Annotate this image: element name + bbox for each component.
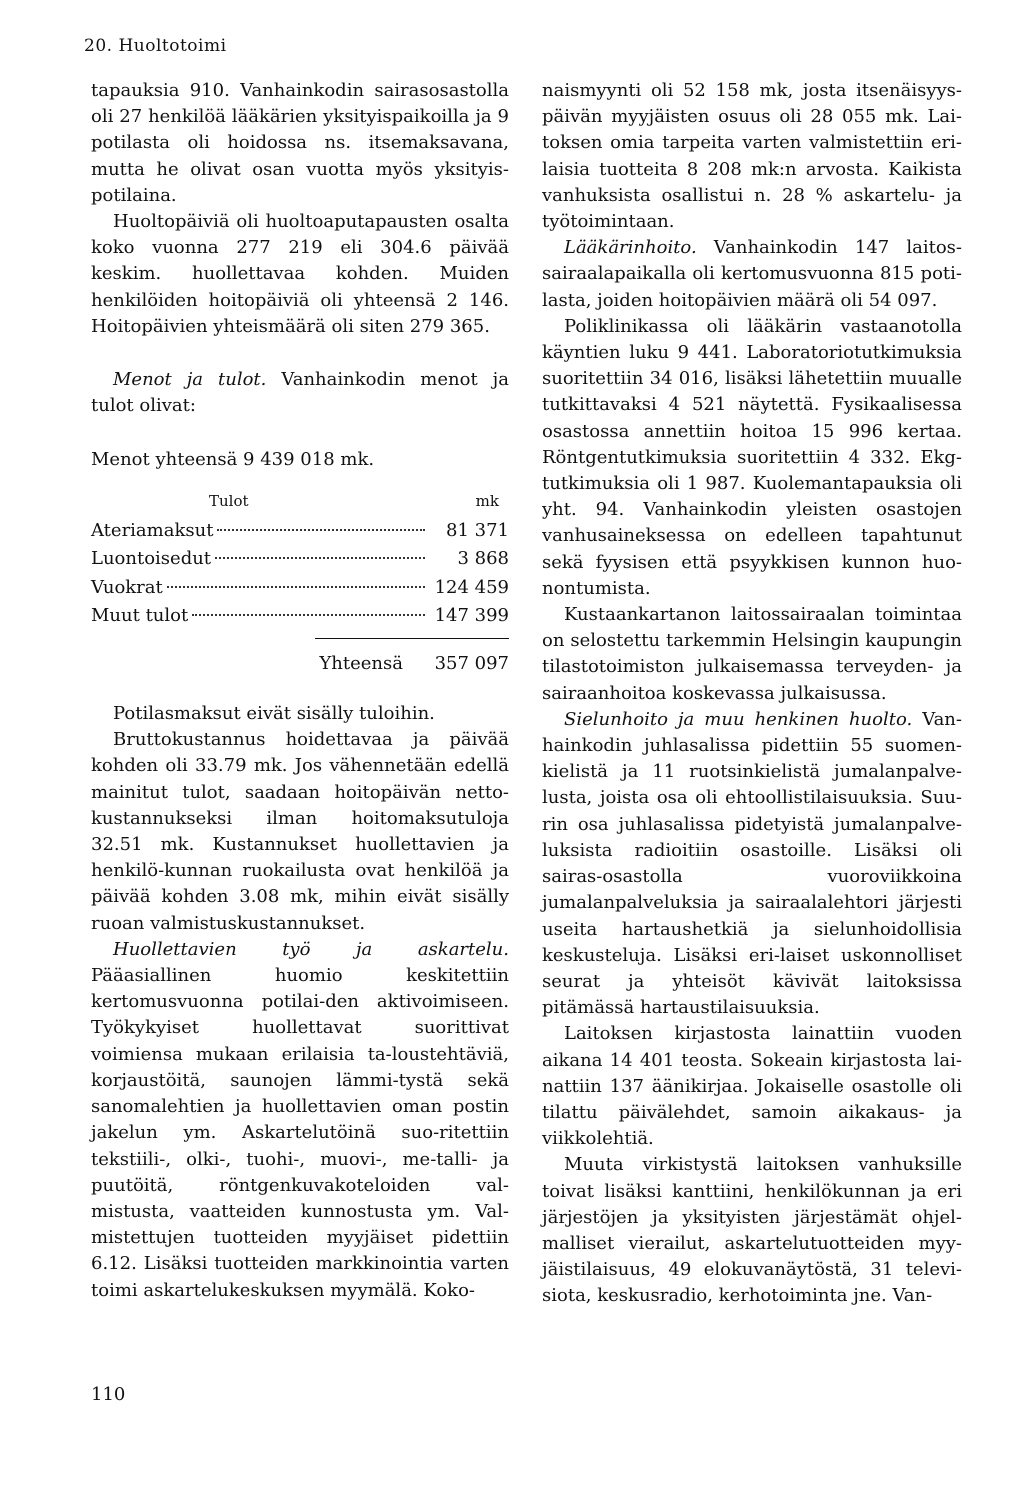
paragraph-text: Vanhainkodin 147 laitos-sairaalapaikalla oli kertomusvuonna 815 poti-lasta, joiden hoitopäivien määrä oli 54 097. bbox=[542, 237, 962, 311]
dot-leader bbox=[167, 586, 425, 588]
expenses-total: Menot yhteensä 9 439 018 mk. bbox=[91, 449, 375, 471]
paragraph: Muuta virkistystä laitoksen vanhuksille toivat lisäksi kanttiini, henkilökunnan ja eri järjestöjen ja yksityisten järjestämät ohjel-malliset vierailut, askartelutuotteiden myy-jäistilaisuus, 49 elokuvanäytöstä, 31 televi-siota, keskusradio, kerhotoiminta jne. Van- bbox=[542, 1154, 962, 1307]
running-head: 20. Huoltotoimi bbox=[84, 36, 227, 56]
paragraph: Bruttokustannus hoidettavaa ja päivää kohden oli 33.79 mk. Jos vähennetään edellä mainitut tulot, saadaan hoitopäivän netto-kustannukseksi ilman hoitomaksutuloja 32.51 mk. Kustannukset huollettavien ja henkilö-kunnan ruokailusta ovat henkilöä ja päivää kohden 3.08 mk, mihin eivät sisälly ruoan valmistuskustannukset. bbox=[91, 729, 509, 934]
section-heading: Lääkärinhoito. bbox=[564, 237, 697, 259]
income-label: Vuokrat bbox=[91, 576, 163, 598]
income-label: Ateriamaksut bbox=[91, 519, 214, 541]
paragraph-text: Vanhainkodin menot ja tulot olivat: bbox=[91, 369, 509, 417]
table-row bbox=[91, 575, 509, 604]
right-column bbox=[542, 78, 962, 1310]
paragraph bbox=[91, 367, 509, 419]
paragraph bbox=[91, 937, 509, 1304]
paragraph: tapauksia 910. Vanhainkodin sairasosastolla oli 27 henkilöä lääkärien yksityispaikoilla ja 9 potilasta oli hoidossa ns. itsemaksavana, mutta he olivat osan vuotta myös yksityis-potilaina. bbox=[91, 80, 509, 206]
income-label: Luontoisedut bbox=[91, 548, 212, 570]
paragraph: Potilasmaksut eivät sisälly tuloihin. bbox=[113, 703, 435, 725]
dot-leader bbox=[215, 557, 425, 559]
table-row bbox=[91, 518, 509, 547]
left-column bbox=[91, 78, 509, 1304]
income-label: Muut tulot bbox=[91, 605, 189, 627]
paragraph: Kustaankartanon laitossairaalan toimintaa on selostettu tarkemmin Helsingin kaupungin tilastotoimiston julkaisemassa terveyden- ja sairaanhoitoa koskevassa julkaisussa. bbox=[542, 604, 962, 704]
income-table bbox=[91, 518, 509, 677]
income-table-header bbox=[91, 488, 509, 514]
table-row bbox=[91, 546, 509, 575]
paragraph: naismyynti oli 52 158 mk, josta itsenäisyys-päivän myyjäisten osuus oli 28 055 mk. Lai-toksen omia tarpeita varten valmistettiin eri-laisia tuotteita 8 208 mk:n arvosta. Kaikista vanhuksista osallistui n. 28 % askartelu- ja työtoimintaan. bbox=[542, 80, 962, 233]
section-heading: Huollettavien työ ja askartelu. bbox=[113, 938, 509, 960]
paragraph-text: Van-hainkodin juhlasalissa pidettiin 55 suomen-kielistä ja 11 ruotsinkielistä jumalanpalve-lusta, joista osa oli ehtoollistilaisuuksia. Suu-rin osa juhlasalissa pidetyistä jumalanpalve-luksista radioitiin osastoille. Lisäksi oli sairas-osastolla vuoroviikkoina jumalanpalveluksia ja sairaalalehtori järjesti useita hartaushetkiä ja sielunhoidollisia keskusteluja. Lisäksi eri-laiset uskonnolliset seurat ja yhteisöt kävivät laitoksissa pitämässä hartaustilaisuuksia. bbox=[542, 708, 962, 1019]
paragraph: Poliklinikassa oli lääkärin vastaanotolla käyntien luku 9 441. Laboratoriotutkimuksia suoritettiin 34 016, lisäksi lähetettiin muualle tutkittavaksi 4 521 näytettä. Fysikaalisessa osastossa annettiin hoitoa 15 996 kertaa. Röntgentutkimuksia suoritettiin 4 332. Ekg-tutkimuksia oli 1 987. Kuolemantapauksia oli yht. 94. Vanhainkodin yleisten osastojen vanhusaineksessa on edelleen tapahtunut sekä fyysisen että psyykkisen kunnon huo-nontumista. bbox=[542, 315, 962, 599]
page-number: 110 bbox=[91, 1384, 126, 1405]
total-amount: 357 097 bbox=[434, 652, 509, 674]
income-column-label: Tulot bbox=[209, 491, 249, 510]
income-unit-label: mk bbox=[475, 491, 499, 510]
total-rule bbox=[315, 638, 509, 639]
income-amount: 3 868 bbox=[457, 548, 509, 570]
dot-leader bbox=[192, 614, 425, 616]
paragraph: Laitoksen kirjastosta lainattiin vuoden aikana 14 401 teosta. Sokeain kirjastosta lai-nattiin 137 äänikirjaa. Jokaiselle osastolle oli tilattu päivälehdet, samoin aikakaus- ja viikkolehtiä. bbox=[542, 1023, 962, 1150]
total-label: Yhteensä bbox=[319, 652, 403, 674]
table-row bbox=[91, 603, 509, 632]
income-amount: 81 371 bbox=[446, 519, 509, 541]
paragraph bbox=[542, 235, 962, 314]
section-heading: Menot ja tulot. bbox=[113, 369, 267, 391]
paragraph bbox=[542, 707, 962, 1021]
paragraph-text: Pääasiallinen huomio keskitettiin kertomusvuonna potilai-den aktivoimiseen. Työkykyiset huollettavat suorittivat voimiensa mukaan erilaisia ta-loustehtäviä, korjaustöitä, saunojen lämmi-tystä sekä sanomalehtien ja huollettavien oman postin jakelun ym. Askartelutöinä suo-ritettiin tekstiili-, olki-, tuohi-, muovi-, me-talli- ja puutöitä, röntgenkuvakoteloiden val-mistusta, vaatteiden kunnostusta ym. Val-mistettujen tuotteiden myyjäiset pidettiin 6.12. Lisäksi tuotteiden markkinointia varten toimi askartelukeskuksen myymälä. Koko- bbox=[91, 965, 509, 1301]
section-heading: Sielunhoito ja muu henkinen huolto. bbox=[564, 708, 913, 730]
dot-leader bbox=[217, 529, 425, 531]
paragraph: Huoltopäiviä oli huoltoaputapausten osalta koko vuonna 277 219 eli 304.6 päivää keskim. huollettavaa kohden. Muiden henkilöiden hoitopäiviä oli yhteensä 2 146. Hoitopäivien yhteismäärä oli siten 279 365. bbox=[91, 211, 509, 337]
income-amount: 124 459 bbox=[434, 576, 509, 598]
income-total-row bbox=[91, 651, 509, 677]
income-amount: 147 399 bbox=[434, 605, 509, 627]
